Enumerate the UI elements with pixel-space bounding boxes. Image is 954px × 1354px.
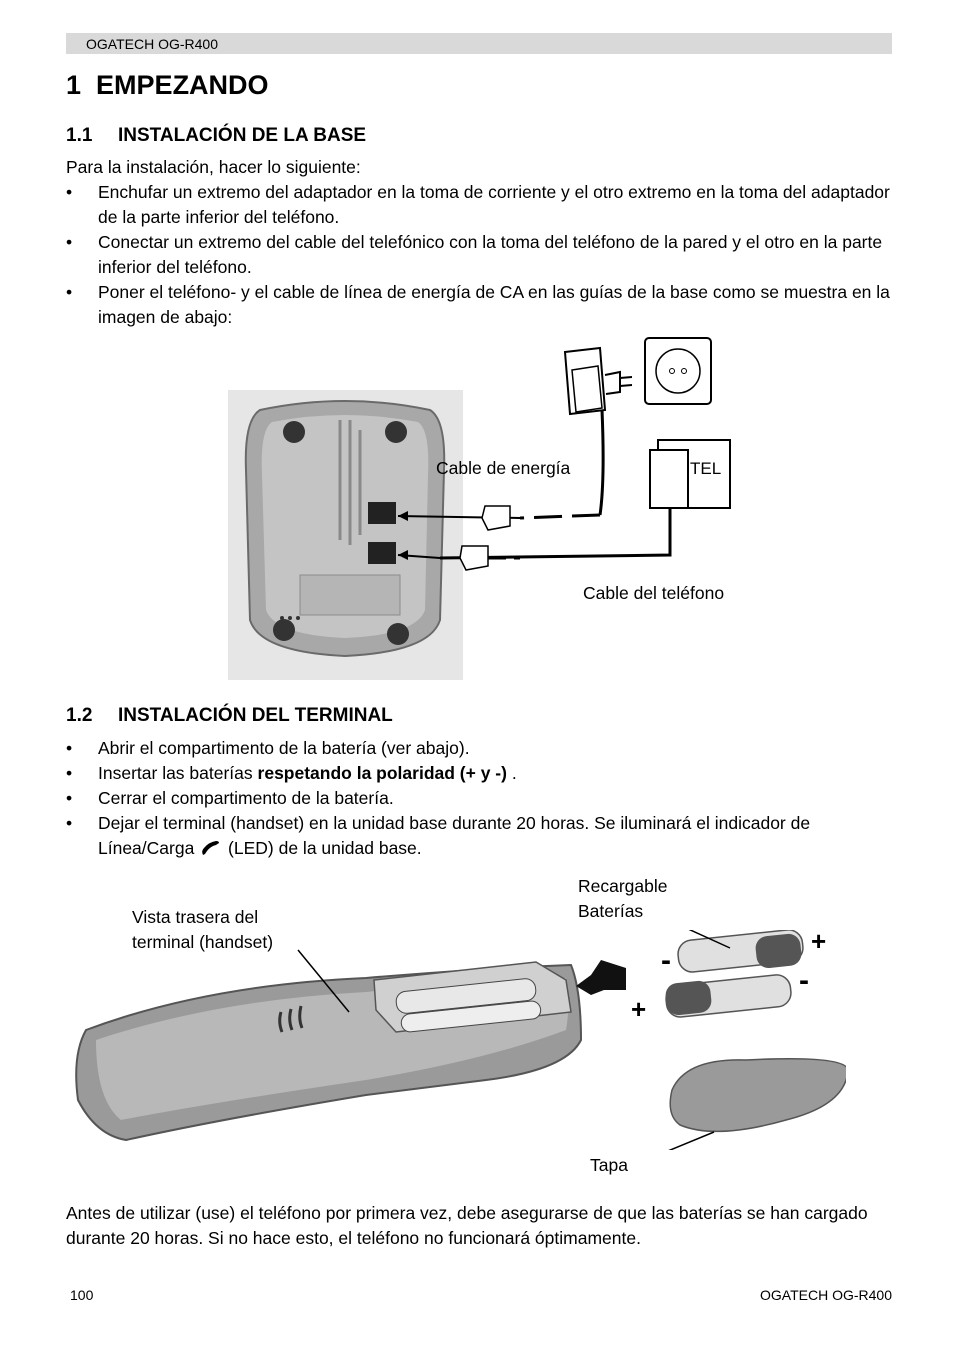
section-1-heading xyxy=(66,125,366,147)
list-item-text: Cerrar el compartimento de la batería. xyxy=(98,788,394,808)
battery-cover-image xyxy=(670,1059,846,1132)
polarity-emphasis: respetando la polaridad (+ y -) xyxy=(257,763,507,783)
section-1-number: 1.1 xyxy=(66,125,93,146)
chapter-title xyxy=(66,70,269,101)
list-item: • Abrir el compartimento de la batería (ver abajo). xyxy=(66,738,470,758)
section-1-bullet-list xyxy=(66,180,896,330)
rear-view-line-1: Vista trasera del xyxy=(132,907,259,927)
list-item: • Poner el teléfono- y el cable de línea de energía de CA en las guías de la base como se muestra en la imagen de abajo: xyxy=(66,282,890,327)
power-adapter-image xyxy=(565,348,632,515)
base-installation-figure xyxy=(220,330,780,690)
list-item: • Insertar las baterías respetando la polaridad (+ y -) . xyxy=(66,763,517,783)
handset-battery-figure xyxy=(66,930,846,1150)
minus-sign-top: - xyxy=(661,944,671,977)
batteries-label xyxy=(578,874,668,924)
list-item: • Enchufar un extremo del adaptador en la toma de corriente y el otro extremo en la toma del adaptador de la parte inferior del teléfono. xyxy=(66,182,890,227)
battery-bottom-image xyxy=(664,974,792,1019)
list-item-text: Poner el teléfono- y el cable de línea de energía de CA en las guías de la base como se muestra en la imagen de abajo: xyxy=(98,282,890,327)
tel-label: TEL xyxy=(690,459,722,478)
minus-sign-bottom: - xyxy=(799,964,809,997)
cover-pointer xyxy=(646,1132,714,1150)
chapter-number: 1 xyxy=(66,70,82,100)
rear-view-label xyxy=(132,905,273,955)
phone-handset-icon xyxy=(199,839,223,857)
list-item-text: Conectar un extremo del cable del telefónico con la toma del teléfono de la pared y el otro en la parte inferior del teléfono. xyxy=(98,232,883,277)
page-number: 100 xyxy=(70,1287,94,1303)
plus-sign-bottom: + xyxy=(631,994,647,1024)
batteries-line-1: Recargable xyxy=(578,876,668,896)
list-item-text: Insertar las baterías xyxy=(98,763,258,783)
section-2-number: 1.2 xyxy=(66,705,93,726)
cover-label: Tapa xyxy=(590,1155,628,1175)
footer-model: OGATECH OG-R400 xyxy=(760,1287,892,1303)
closing-paragraph: Antes de utilizar (use) el teléfono por primera vez, debe asegurarse de que las baterías se han cargado durante 20 horas. Si no hace esto, el teléfono no funcionará óptimamente. xyxy=(66,1203,868,1248)
battery-top-image xyxy=(677,930,805,973)
power-cable-label: Cable de energía xyxy=(436,458,571,478)
list-item-text-end: (LED) de la unidad base. xyxy=(223,838,422,858)
section-1-intro: Para la instalación, hacer lo siguiente: xyxy=(66,157,361,177)
section-2-bullet-list xyxy=(66,736,896,861)
phone-cable-label: Cable del teléfono xyxy=(583,583,725,603)
list-item-text: Enchufar un extremo del adaptador en la toma de corriente y el otro extremo en la toma del adaptador de la parte inferior del teléfono. xyxy=(98,182,890,227)
list-item-text: Dejar el terminal (handset) en la unidad base durante 20 horas. Se iluminará el indicador de Línea/Carga xyxy=(98,813,811,858)
header-title: OGATECH OG-R400 xyxy=(86,36,218,52)
section-1-title: INSTALACIÓN DE LA BASE xyxy=(118,125,367,146)
handset-rear-image xyxy=(76,960,626,1140)
phone-base-image xyxy=(228,390,463,680)
list-item: • Cerrar el compartimento de la batería. xyxy=(66,788,394,808)
list-item-text-end: . xyxy=(506,763,517,783)
wall-socket-image xyxy=(645,338,711,404)
plus-sign-top: + xyxy=(811,930,827,956)
list-item: • Dejar el terminal (handset) en la unidad base durante 20 horas. Se iluminará el indicador de Línea/Carga (LED) de la unidad base. xyxy=(66,813,811,858)
section-2-title: INSTALACIÓN DEL TERMINAL xyxy=(118,705,393,726)
rear-view-line-2: terminal (handset) xyxy=(132,932,274,952)
chapter-title-text: EMPEZANDO xyxy=(96,70,269,100)
list-item-text: Abrir el compartimento de la batería (ver abajo). xyxy=(98,738,470,758)
section-2-heading xyxy=(66,705,393,727)
list-item: • Conectar un extremo del cable del telefónico con la toma del teléfono de la pared y el otro en la parte inferior del teléfono. xyxy=(66,232,883,277)
batteries-line-2: Baterías xyxy=(578,901,644,921)
